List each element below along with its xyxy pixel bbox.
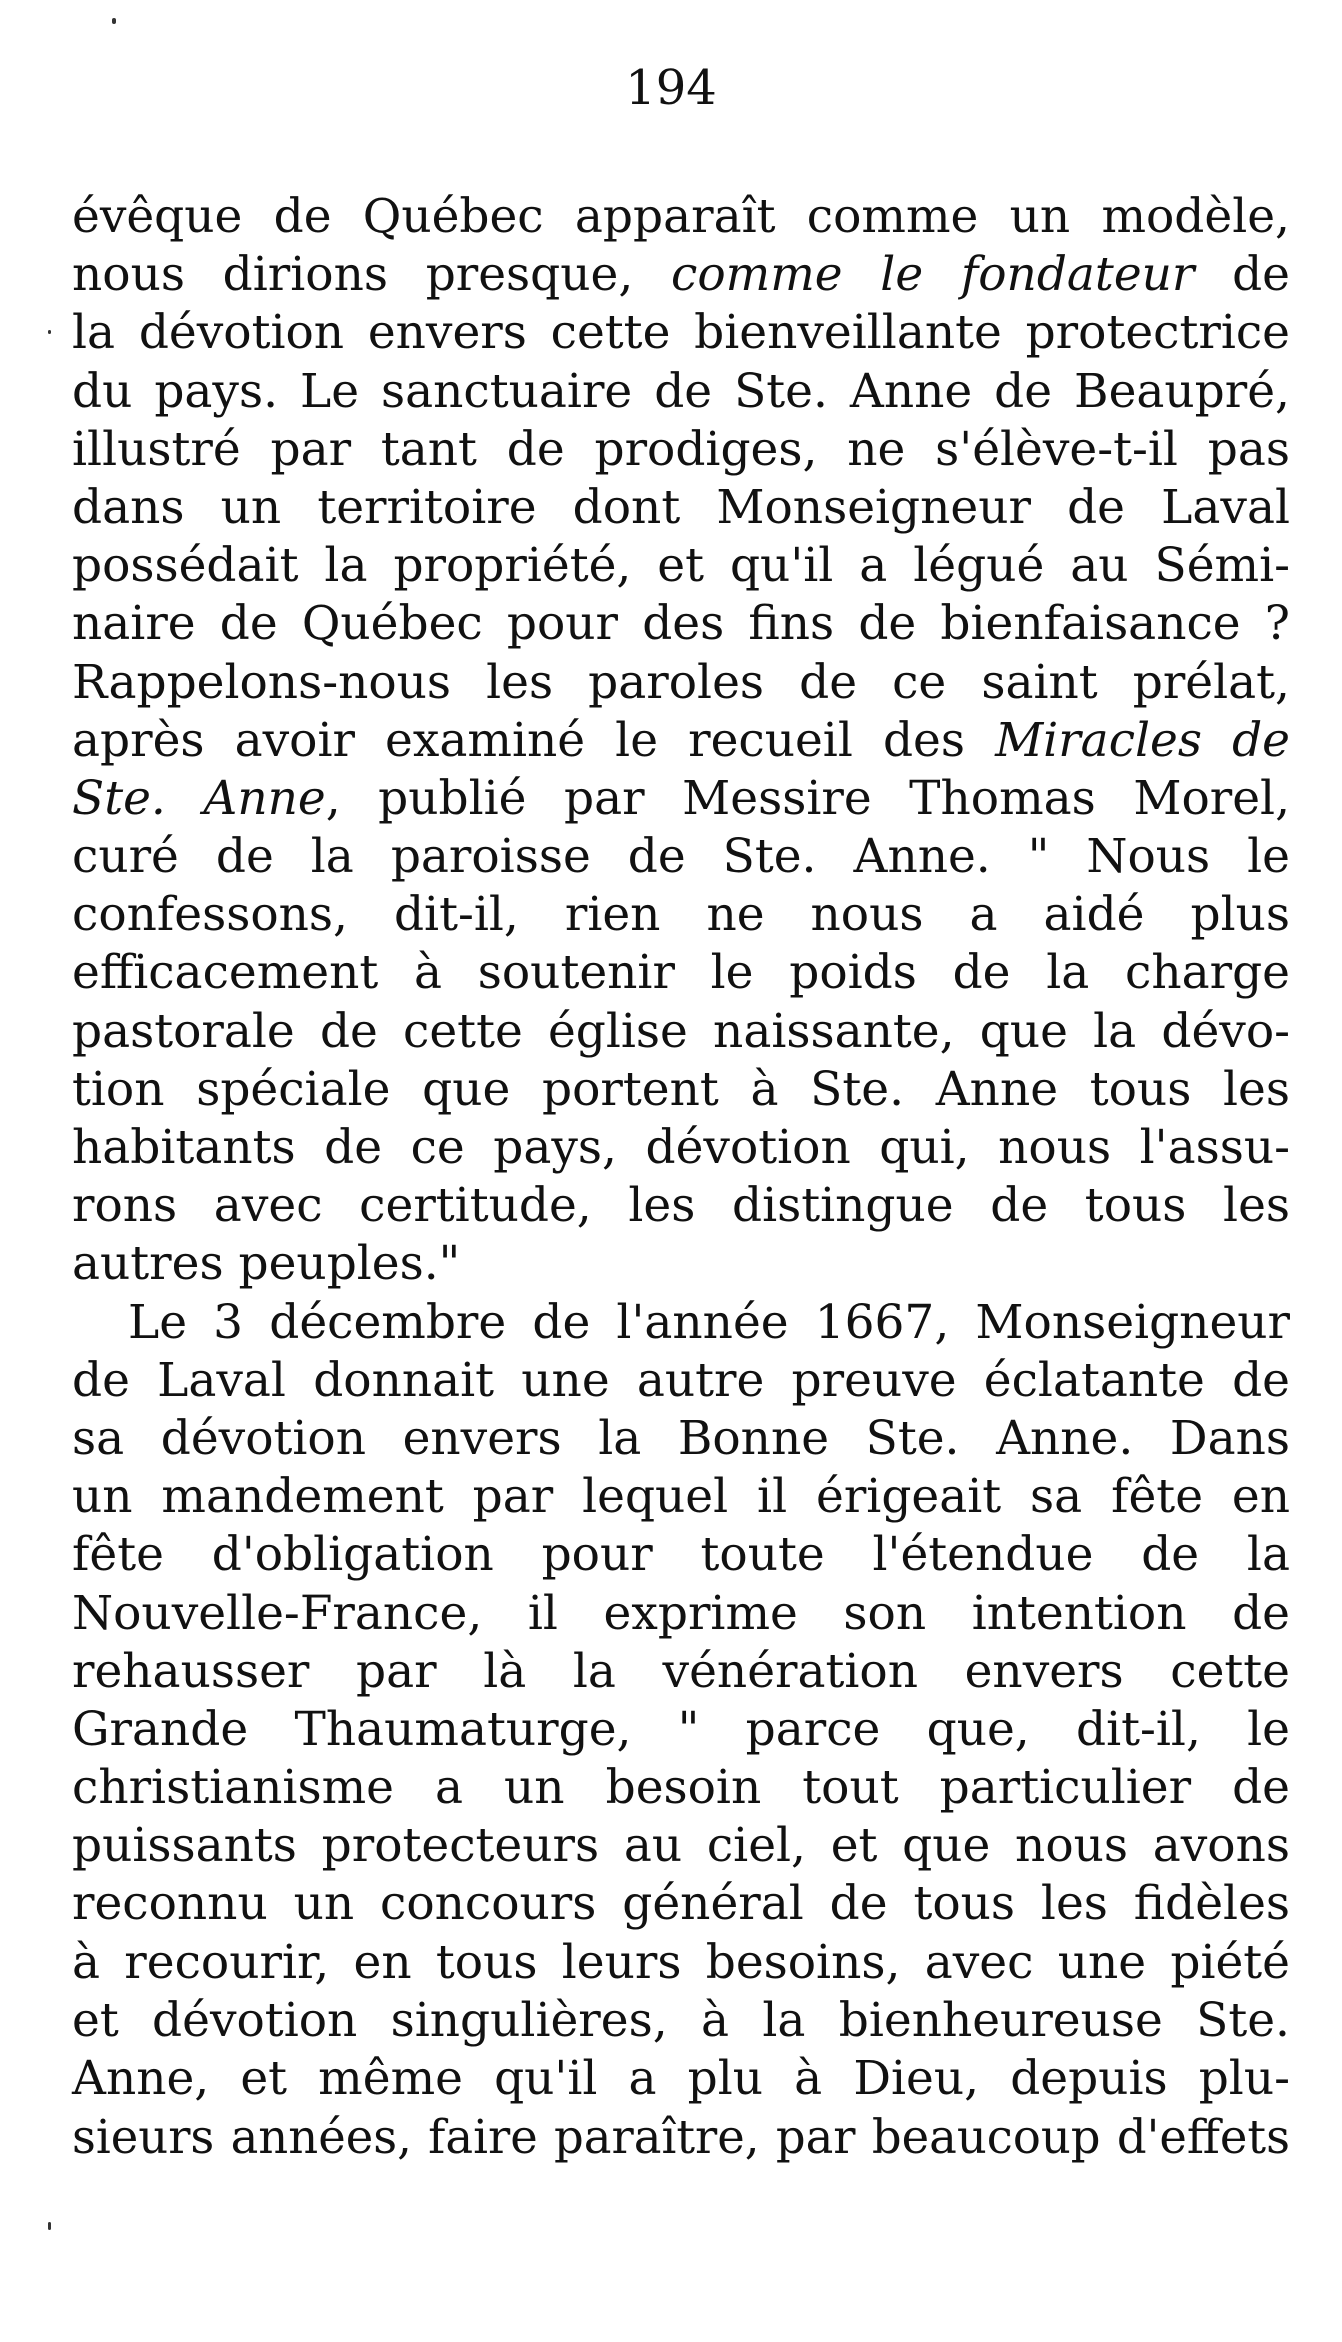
text-line	[72, 1410, 1290, 1468]
text-segment: habitants de ce pays, dévotion qui, nous l'assu-	[72, 1120, 1290, 1175]
text-segment: christianisme a un besoin tout particulier de	[72, 1760, 1290, 1816]
text-segment: puissants protecteurs au ciel, et que nous avons	[72, 1818, 1290, 1874]
text-segment: Nouvelle-France, il exprime son intention de	[72, 1585, 1290, 1641]
text-segment: sieurs années, faire paraître, par beaucoup d'effets	[72, 2110, 1290, 2165]
text-segment: Le 3 décembre de l'année 1667, Monseigneur	[128, 1294, 1290, 1350]
text-line	[72, 1643, 1290, 1701]
text-segment: pastorale de cette église naissante, que la dévo-	[72, 1003, 1290, 1059]
text-line	[72, 363, 1290, 421]
text-line	[72, 1235, 1290, 1293]
text-line	[72, 654, 1290, 712]
text-segment: curé de la paroisse de Ste. Anne. " Nous le	[72, 829, 1290, 885]
text-line	[72, 1585, 1290, 1643]
text-segment: un mandement par lequel il érigeait sa fête en	[72, 1469, 1290, 1525]
italic-segment: comme le fondateur	[671, 247, 1195, 303]
text-line	[72, 1817, 1290, 1875]
text-line	[72, 1177, 1290, 1235]
text-segment: illustré par tant de prodiges, ne s'élève-t-il pas	[72, 421, 1290, 477]
text-line	[72, 1526, 1290, 1584]
text-line	[72, 2108, 1290, 2166]
text-line	[72, 1294, 1290, 1352]
text-segment: efficacement à soutenir le poids de la charge	[72, 945, 1290, 1001]
text-line	[72, 1759, 1290, 1817]
scan-speck	[112, 18, 116, 24]
text-segment: tion spéciale que portent à Ste. Anne tous les	[72, 1061, 1290, 1117]
scan-speck	[48, 330, 51, 334]
text-segment: possédait la propriété, et qu'il a légué au Sémi-	[72, 538, 1290, 594]
text-line	[72, 595, 1290, 653]
text-segment: à recourir, en tous leurs besoins, avec une piété	[72, 1934, 1290, 1990]
text-line	[72, 770, 1290, 828]
text-segment: et dévotion singulières, à la bienheureuse Ste.	[72, 1992, 1290, 2048]
text-line	[72, 1934, 1290, 1992]
text-segment: naire de Québec pour des fins de bienfaisance ?	[72, 596, 1290, 652]
text-line	[72, 188, 1290, 246]
text-segment: Anne, et même qu'il a plu à Dieu, depuis plu-	[72, 2051, 1290, 2106]
text-line	[72, 886, 1290, 944]
text-segment: reconnu un concours général de tous les fidèles	[72, 1876, 1290, 1932]
text-line	[72, 1119, 1290, 1177]
text-line	[72, 1468, 1290, 1526]
text-segment: autres peuples."	[72, 1236, 461, 1292]
text-segment: fête d'obligation pour toute l'étendue de la	[72, 1527, 1290, 1583]
scan-speck	[48, 2222, 51, 2230]
text-segment: dans un territoire dont Monseigneur de Laval	[72, 479, 1290, 535]
text-segment: de Laval donnait une autre preuve éclatante de	[72, 1352, 1290, 1408]
text-segment: évêque de Québec apparaît comme un modèle,	[72, 189, 1290, 244]
text-line	[72, 944, 1290, 1002]
text-line	[72, 1701, 1290, 1759]
text-line	[72, 2050, 1290, 2108]
text-line	[72, 421, 1290, 479]
text-line	[72, 712, 1290, 770]
text-line	[72, 1061, 1290, 1119]
text-segment: nous dirions presque,	[72, 247, 672, 303]
text-segment: de	[1194, 247, 1290, 303]
text-segment: sa dévotion envers la Bonne Ste. Anne. Dans	[72, 1410, 1290, 1466]
text-line	[72, 304, 1290, 362]
text-segment: après avoir examiné le recueil des	[72, 712, 996, 768]
text-line	[72, 1992, 1290, 2050]
text-segment: Grande Thaumaturge, " parce que, dit-il, le	[72, 1701, 1290, 1757]
text-segment: rons avec certitude, les distingue de tous les	[72, 1178, 1290, 1234]
body-text	[72, 188, 1290, 2166]
text-segment: Rappelons-nous les paroles de ce saint prélat,	[72, 654, 1290, 710]
text-segment: rehausser par là la vénération envers cette	[72, 1643, 1290, 1699]
text-line	[72, 537, 1290, 595]
text-line	[72, 246, 1290, 304]
page-number: 194	[625, 60, 717, 116]
text-segment: du pays. Le sanctuaire de Ste. Anne de Beaupré,	[72, 363, 1290, 419]
text-segment: , publié par Messire Thomas Morel,	[325, 770, 1291, 826]
text-segment: confessons, dit-il, rien ne nous a aidé plus	[72, 887, 1290, 943]
text-line	[72, 1875, 1290, 1933]
italic-segment: Ste. Anne	[72, 770, 326, 826]
text-line	[72, 1003, 1290, 1061]
text-line	[72, 1352, 1290, 1410]
italic-segment: Miracles de	[995, 712, 1290, 768]
text-segment: la dévotion envers cette bienveillante protectrice	[72, 305, 1290, 361]
text-line	[72, 828, 1290, 886]
text-line	[72, 479, 1290, 537]
